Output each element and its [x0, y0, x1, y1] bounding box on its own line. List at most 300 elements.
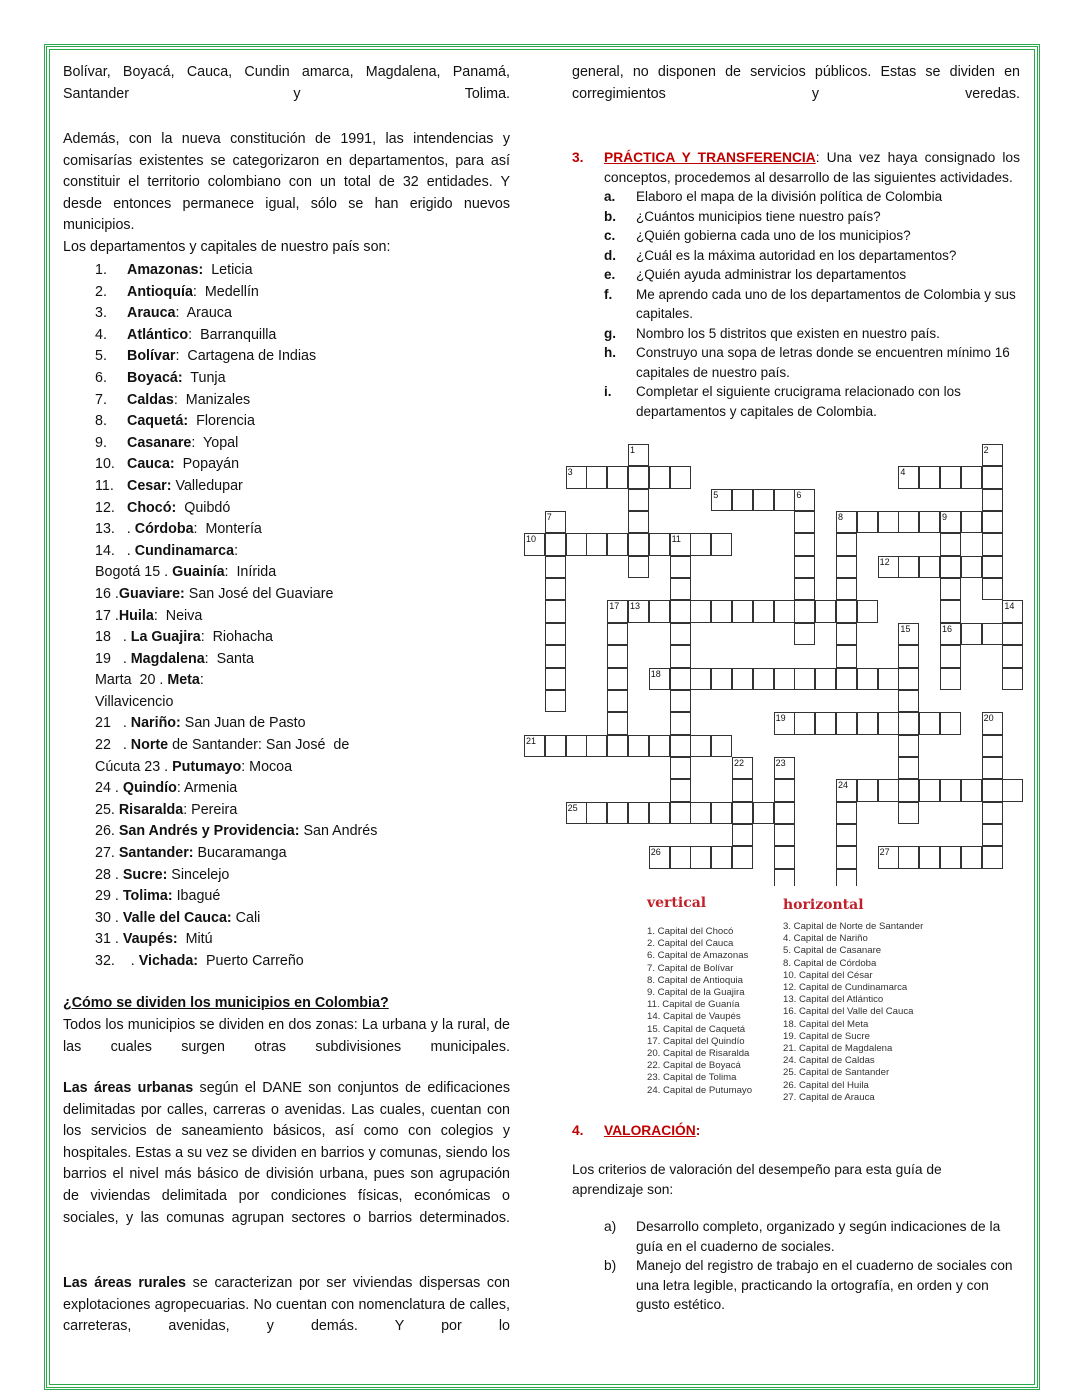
crossword-cell[interactable] — [670, 735, 691, 757]
crossword-cell[interactable] — [961, 466, 982, 488]
crossword-clue-number: 2 — [983, 445, 989, 455]
crossword-cell[interactable] — [878, 511, 899, 533]
crossword-cell[interactable] — [670, 645, 691, 667]
crossword-cell[interactable] — [545, 668, 566, 690]
crossword-cell[interactable] — [961, 623, 982, 645]
activity-item — [572, 265, 1020, 285]
department-name: Casanare — [127, 434, 192, 451]
crossword-clue-number: 8 — [838, 512, 844, 523]
crossword-cell[interactable] — [628, 802, 649, 824]
crossword-cell[interactable] — [670, 757, 691, 779]
crossword-cell[interactable] — [670, 802, 691, 824]
horizontal-clue: 21. Capital de Magdalena — [783, 1043, 893, 1055]
crossword-cell[interactable] — [774, 869, 795, 886]
crossword-clue-number: 11 — [671, 534, 681, 545]
crossword-cell[interactable] — [586, 802, 607, 824]
crossword-cell[interactable] — [732, 668, 753, 690]
department-name: San Andrés y Providencia: — [118, 823, 300, 840]
crossword-cell[interactable] — [982, 578, 1003, 600]
crossword-cell[interactable] — [524, 533, 545, 555]
crossword-cell[interactable] — [649, 802, 670, 824]
section-4-number: 4. — [572, 1123, 584, 1138]
crossword-cell[interactable] — [690, 735, 711, 757]
crossword-cell[interactable] — [836, 533, 857, 555]
department-name: Tolima: — [122, 888, 173, 905]
crossword-cell[interactable] — [628, 735, 649, 757]
department-line — [95, 303, 515, 325]
crossword-cell[interactable] — [628, 600, 649, 622]
crossword-cell[interactable] — [961, 779, 982, 801]
crossword-cell[interactable] — [607, 802, 628, 824]
crossword-clue-number: 21 — [526, 735, 537, 746]
crossword-cell[interactable] — [982, 735, 1003, 757]
crossword-cell[interactable] — [836, 846, 857, 868]
crossword-cell[interactable] — [670, 600, 691, 622]
horizontal-clue: 27. Capital de Arauca — [783, 1091, 875, 1103]
crossword-cell[interactable] — [982, 846, 1003, 868]
crossword-cell[interactable] — [815, 600, 836, 622]
crossword-clue-number: 17 — [609, 601, 620, 612]
crossword-cell[interactable] — [836, 779, 857, 801]
crossword-clue-number: 15 — [900, 623, 911, 634]
department-capital: Valledupar — [171, 477, 243, 494]
crossword-cell[interactable] — [545, 600, 566, 622]
crossword-cell[interactable] — [753, 668, 774, 690]
department-name: Risaralda — [118, 801, 184, 818]
crossword-cell[interactable] — [982, 489, 1003, 511]
department-number: 2. — [95, 283, 107, 300]
crossword-cell[interactable] — [628, 533, 649, 555]
crossword-cell[interactable] — [690, 802, 711, 824]
criterion-item — [572, 1217, 1022, 1256]
horizontal-clue: 18. Capital del Meta — [783, 1018, 869, 1030]
crossword-cell[interactable] — [586, 466, 607, 488]
department-name: Sucre: — [122, 866, 168, 883]
crossword-grid[interactable] — [520, 444, 1030, 886]
activity-item — [572, 226, 1020, 246]
crossword-cell[interactable] — [898, 779, 919, 801]
crossword-cell[interactable] — [815, 668, 836, 690]
crossword-cell[interactable] — [940, 578, 961, 600]
crossword-cell[interactable] — [649, 466, 670, 488]
department-number: 29 . — [95, 888, 123, 905]
crossword-cell[interactable] — [919, 511, 940, 533]
horizontal-clue: 25. Capital de Santander — [783, 1067, 890, 1079]
crossword-cell[interactable] — [545, 735, 566, 757]
crossword-cell[interactable] — [732, 779, 753, 801]
department-number: 8. — [95, 413, 107, 430]
crossword-cell[interactable] — [607, 533, 628, 555]
crossword-cell[interactable] — [794, 489, 815, 511]
crossword-cell[interactable] — [545, 645, 566, 667]
department-line — [95, 519, 515, 541]
crossword-cell[interactable] — [857, 779, 878, 801]
crossword-cell[interactable] — [732, 757, 753, 779]
crossword-cell[interactable] — [607, 645, 628, 667]
department-line — [95, 865, 515, 887]
crossword-cell[interactable] — [836, 578, 857, 600]
crossword-cell[interactable] — [649, 846, 670, 868]
municipios-heading: ¿Cómo se dividen los municipios en Colombia? — [63, 995, 389, 1011]
crossword-cell[interactable] — [607, 600, 628, 622]
crossword-cell[interactable] — [586, 533, 607, 555]
crossword-cell[interactable] — [836, 511, 857, 533]
crossword-cell[interactable] — [898, 668, 919, 690]
crossword-cell[interactable] — [670, 466, 691, 488]
crossword-cell[interactable] — [566, 802, 587, 824]
crossword-cell[interactable] — [836, 824, 857, 846]
crossword-cell[interactable] — [711, 802, 732, 824]
crossword-cell[interactable] — [711, 846, 732, 868]
crossword-cell[interactable] — [878, 712, 899, 734]
crossword-cell[interactable] — [898, 511, 919, 533]
crossword-cell[interactable] — [732, 846, 753, 868]
department-number: Marta 20 . — [95, 672, 168, 689]
activity-letter: f. — [604, 286, 613, 302]
vertical-clue: 7. Capital de Bolívar — [647, 962, 734, 974]
department-capital: : Yopal — [191, 434, 239, 451]
activities-list — [572, 187, 1020, 421]
crossword-cell[interactable] — [836, 645, 857, 667]
department-line — [95, 843, 515, 865]
horizontal-clue: 5. Capital de Casanare — [783, 945, 882, 957]
crossword-cell[interactable] — [774, 802, 795, 824]
vertical-clue: 20. Capital de Risaralda — [647, 1048, 750, 1060]
crossword-cell[interactable] — [857, 712, 878, 734]
horizontal-clue: 13. Capital del Atlántico — [783, 994, 884, 1006]
crossword-cell[interactable] — [732, 600, 753, 622]
crossword-cell[interactable] — [815, 712, 836, 734]
crossword-cell[interactable] — [524, 735, 545, 757]
horizontal-clue: 26. Capital del Huila — [783, 1079, 869, 1091]
crossword-cell[interactable] — [919, 846, 940, 868]
activity-text: Me aprendo cada uno de los departamentos de Colombia y sus capitales. — [636, 286, 1016, 321]
crossword-cell[interactable] — [711, 668, 732, 690]
crossword-cell[interactable] — [794, 578, 815, 600]
crossword-cell[interactable] — [794, 712, 815, 734]
crossword-cell[interactable] — [628, 444, 649, 466]
crossword-cell[interactable] — [982, 757, 1003, 779]
crossword-cell[interactable] — [982, 533, 1003, 555]
department-capital: : Cartagena de Indias — [175, 348, 317, 365]
crossword-cell[interactable] — [732, 824, 753, 846]
crossword-cell[interactable] — [649, 600, 670, 622]
department-number: Villavicencio — [95, 693, 174, 710]
activity-text: ¿Cuántos municipios tiene nuestro país? — [636, 208, 881, 224]
department-number: 1. — [95, 262, 107, 278]
rural-areas-text: se caracterizan por ser viviendas dispersas con explotaciones agropecuarias. No cuentan con nomenclatura de calles, carreteras, avenidas, y demás. Y por lo — [63, 1275, 510, 1335]
crossword-cell[interactable] — [670, 712, 691, 734]
department-capital: Mitú — [177, 931, 213, 948]
crossword-cell[interactable] — [982, 444, 1003, 466]
crossword-cell[interactable] — [836, 668, 857, 690]
department-number: 16 . — [95, 585, 119, 602]
crossword-cell[interactable] — [836, 600, 857, 622]
department-number: 4. — [95, 326, 107, 343]
crossword-cell[interactable] — [607, 735, 628, 757]
crossword-cell[interactable] — [774, 779, 795, 801]
department-number: 32. . — [95, 953, 139, 969]
crossword-cell[interactable] — [1002, 645, 1023, 667]
crossword-cell[interactable] — [982, 802, 1003, 824]
crossword-cell[interactable] — [566, 466, 587, 488]
criterion-item — [572, 1256, 1022, 1315]
crossword-cell[interactable] — [711, 735, 732, 757]
crossword-cell[interactable] — [607, 668, 628, 690]
crossword-cell[interactable] — [545, 556, 566, 578]
crossword-cell[interactable] — [711, 533, 732, 555]
crossword-cell[interactable] — [794, 600, 815, 622]
crossword-clue-number: 25 — [567, 802, 578, 813]
crossword-cell[interactable] — [711, 489, 732, 511]
crossword-cell[interactable] — [690, 600, 711, 622]
crossword-cell[interactable] — [878, 779, 899, 801]
crossword-cell[interactable] — [1002, 668, 1023, 690]
vertical-clue: 9. Capital de la Guajira — [647, 987, 745, 999]
department-capital: : Mocoa — [241, 758, 293, 775]
crossword-cell[interactable] — [940, 712, 961, 734]
department-line — [95, 606, 515, 628]
department-line — [95, 929, 515, 951]
crossword-cell[interactable] — [940, 645, 961, 667]
crossword-cell[interactable] — [649, 668, 670, 690]
crossword-cell[interactable] — [982, 511, 1003, 533]
criteria-list — [572, 1217, 1022, 1315]
crossword-cell[interactable] — [940, 511, 961, 533]
crossword-cell[interactable] — [940, 600, 961, 622]
departments-list — [95, 260, 515, 973]
activity-text: Nombro los 5 distritos que existen en nuestro país. — [636, 325, 940, 341]
crossword-cell[interactable] — [774, 824, 795, 846]
crossword-cell[interactable] — [919, 712, 940, 734]
crossword-cell[interactable] — [566, 533, 587, 555]
activity-item — [572, 207, 1020, 227]
crossword-cell[interactable] — [898, 623, 919, 645]
department-name: Valle del Cauca: — [122, 909, 232, 926]
crossword-cell[interactable] — [628, 466, 649, 488]
crossword-cell[interactable] — [607, 466, 628, 488]
activity-letter: e. — [604, 267, 616, 282]
crossword-cell[interactable] — [940, 846, 961, 868]
department-number: 27. — [95, 845, 119, 862]
department-name: Amazonas: — [127, 262, 204, 278]
crossword-cell[interactable] — [940, 533, 961, 555]
department-capital: : Santa — [204, 650, 254, 667]
crossword-cell[interactable] — [961, 511, 982, 533]
crossword-cell[interactable] — [836, 802, 857, 824]
crossword-cell[interactable] — [857, 668, 878, 690]
department-capital: Popayán — [174, 456, 240, 473]
crossword-cell[interactable] — [1002, 623, 1023, 645]
crossword-clue-number: 4 — [900, 467, 906, 478]
crossword-cell[interactable] — [982, 466, 1003, 488]
crossword-cell[interactable] — [753, 489, 774, 511]
crossword-cell[interactable] — [774, 846, 795, 868]
department-line — [95, 821, 515, 843]
activity-letter: h. — [604, 345, 616, 360]
crossword-clue-number: 3 — [567, 467, 573, 478]
crossword-cell[interactable] — [857, 511, 878, 533]
crossword-cell[interactable] — [670, 779, 691, 801]
crossword-cell[interactable] — [878, 846, 899, 868]
department-name: La Guajira — [130, 629, 201, 646]
crossword-cell[interactable] — [982, 779, 1003, 801]
section-3-title: PRÁCTICA Y TRANSFERENCIA — [604, 150, 816, 165]
horizontal-clue: 16. Capital del Valle del Cauca — [783, 1006, 914, 1018]
crossword-cell[interactable] — [670, 533, 691, 555]
crossword-cell[interactable] — [898, 735, 919, 757]
crossword-cell[interactable] — [919, 779, 940, 801]
department-name: Chocó: — [127, 499, 177, 516]
crossword-cell[interactable] — [628, 556, 649, 578]
crossword-cell[interactable] — [940, 623, 961, 645]
department-line — [95, 627, 515, 649]
crossword-cell[interactable] — [1002, 600, 1023, 622]
crossword-cell[interactable] — [794, 668, 815, 690]
crossword-cell[interactable] — [1002, 779, 1023, 801]
crossword-cell[interactable] — [898, 802, 919, 824]
crossword-cell[interactable] — [940, 668, 961, 690]
crossword-cell[interactable] — [878, 668, 899, 690]
department-name: Magdalena — [130, 650, 205, 667]
crossword-cell[interactable] — [774, 668, 795, 690]
crossword-cell[interactable] — [670, 690, 691, 712]
crossword-cell[interactable] — [628, 489, 649, 511]
crossword-cell[interactable] — [753, 600, 774, 622]
crossword-cell[interactable] — [649, 533, 670, 555]
crossword-cell[interactable] — [690, 668, 711, 690]
crossword-cell[interactable] — [794, 533, 815, 555]
crossword-cell[interactable] — [670, 578, 691, 600]
department-capital: : — [234, 542, 239, 559]
crossword-cell[interactable] — [898, 556, 919, 578]
activity-letter: c. — [604, 228, 616, 243]
department-line — [95, 951, 515, 973]
crossword-cell[interactable] — [919, 466, 940, 488]
crossword-cell[interactable] — [898, 712, 919, 734]
crossword-cell[interactable] — [794, 511, 815, 533]
crossword-cell[interactable] — [670, 556, 691, 578]
crossword-cell[interactable] — [836, 623, 857, 645]
crossword-cell[interactable] — [774, 600, 795, 622]
crossword-cell[interactable] — [586, 735, 607, 757]
crossword-clue-number: 26 — [650, 847, 661, 858]
crossword-cell[interactable] — [940, 556, 961, 578]
activity-text: Construyo una sopa de letras donde se encuentren mínimo 16 capitales de nuestro país. — [636, 345, 1010, 380]
crossword-cell[interactable] — [898, 466, 919, 488]
department-line — [95, 584, 515, 606]
crossword-cell[interactable] — [836, 556, 857, 578]
crossword-cell[interactable] — [670, 846, 691, 868]
crossword-cell[interactable] — [649, 735, 670, 757]
crossword-cell[interactable] — [794, 623, 815, 645]
crossword-cell[interactable] — [607, 690, 628, 712]
department-capital: Puerto Carreño — [198, 953, 304, 969]
crossword-cell[interactable] — [878, 556, 899, 578]
crossword-clue-number: 14 — [1004, 601, 1015, 612]
department-capital: Florencia — [188, 413, 255, 430]
horizontal-clues-title: horizontal — [783, 897, 864, 913]
crossword-cell[interactable] — [545, 511, 566, 533]
crossword-cell[interactable] — [607, 623, 628, 645]
crossword-clue-number: 23 — [775, 757, 786, 768]
department-line — [95, 411, 515, 433]
department-number: 13. . — [95, 521, 135, 538]
crossword-cell[interactable] — [545, 623, 566, 645]
crossword-cell[interactable] — [836, 869, 857, 886]
department-name: Caquetá: — [127, 413, 189, 430]
crossword-cell[interactable] — [898, 690, 919, 712]
department-number: 30 . — [95, 909, 123, 926]
department-number: 7. — [95, 391, 107, 408]
department-capital: de Santander: San José de — [168, 737, 350, 754]
crossword-cell[interactable] — [566, 735, 587, 757]
department-capital: : Neiva — [153, 607, 203, 624]
crossword-cell[interactable] — [774, 489, 795, 511]
crossword-cell[interactable] — [670, 668, 691, 690]
crossword-cell[interactable] — [628, 511, 649, 533]
department-capital: Leticia — [203, 262, 253, 278]
crossword-cell[interactable] — [794, 556, 815, 578]
activity-text: ¿Cuál es la máxima autoridad en los departamentos? — [636, 247, 957, 263]
crossword-cell[interactable] — [919, 556, 940, 578]
department-name: Guaviare: — [118, 585, 185, 602]
department-capital: San José del Guaviare — [184, 585, 334, 602]
crossword-cell[interactable] — [690, 533, 711, 555]
department-capital: : Medellín — [192, 283, 259, 300]
department-line — [95, 886, 515, 908]
crossword-cell[interactable] — [545, 578, 566, 600]
crossword-cell[interactable] — [857, 600, 878, 622]
crossword-cell[interactable] — [732, 489, 753, 511]
crossword-cell[interactable] — [961, 846, 982, 868]
crossword-cell[interactable] — [898, 846, 919, 868]
department-capital: : Arauca — [175, 305, 232, 322]
crossword-cell[interactable] — [753, 802, 774, 824]
crossword-cell[interactable] — [545, 690, 566, 712]
crossword-clue-number: 19 — [775, 713, 786, 724]
municipios-paragraph: Todos los municipios se dividen en dos zonas: La urbana y la rural, de las cuales surgen otras subdivisiones municipales. — [63, 1017, 510, 1055]
crossword-cell[interactable] — [690, 846, 711, 868]
crossword-cell[interactable] — [961, 556, 982, 578]
department-number: 21 . — [95, 715, 131, 732]
crossword-cell[interactable] — [732, 802, 753, 824]
crossword-cell[interactable] — [545, 533, 566, 555]
vertical-clue: 11. Capital de Guanía — [647, 999, 740, 1011]
crossword-cell[interactable] — [774, 757, 795, 779]
crossword-cell[interactable] — [982, 824, 1003, 846]
crossword-cell[interactable] — [607, 712, 628, 734]
department-number: 12. — [95, 499, 115, 516]
crossword-cell[interactable] — [898, 645, 919, 667]
activity-letter: d. — [604, 247, 616, 263]
crossword-cell[interactable] — [898, 757, 919, 779]
crossword-cell[interactable] — [982, 623, 1003, 645]
vertical-clue: 22. Capital de Boyacá — [647, 1060, 741, 1072]
crossword-cell[interactable] — [940, 779, 961, 801]
crossword-cell[interactable] — [836, 712, 857, 734]
vertical-clue: 14. Capital de Vaupés — [647, 1011, 741, 1023]
criterion-letter: b) — [604, 1258, 617, 1273]
crossword-cell[interactable] — [982, 712, 1003, 734]
crossword-cell[interactable] — [940, 466, 961, 488]
crossword-cell[interactable] — [711, 600, 732, 622]
activity-text: ¿Quién gobierna cada uno de los municipios? — [636, 228, 911, 243]
crossword-cell[interactable] — [982, 556, 1003, 578]
crossword-cell[interactable] — [774, 712, 795, 734]
crossword-cell[interactable] — [670, 623, 691, 645]
department-name: Córdoba — [134, 521, 194, 538]
